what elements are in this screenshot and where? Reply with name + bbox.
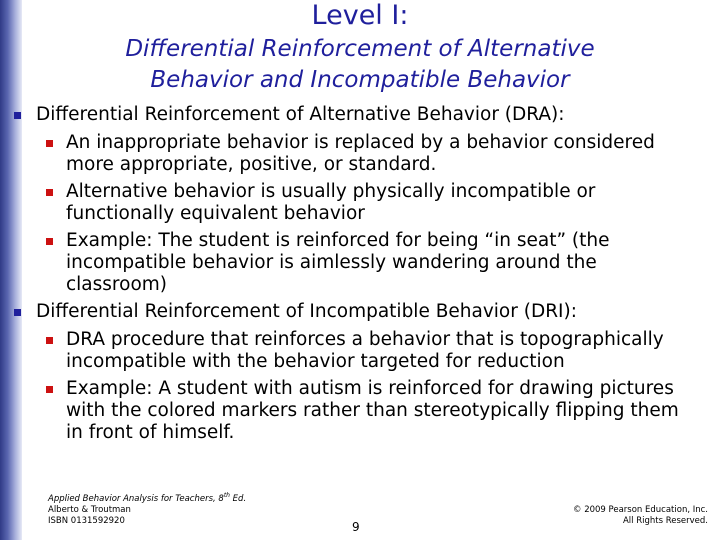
square-bullet-icon	[46, 189, 53, 196]
sub-bullet	[14, 132, 714, 176]
isbn: ISBN 0131592920	[48, 515, 125, 526]
subtitle-line-2: Behavior and Incompatible Behavior	[150, 67, 570, 93]
sub-bullet-line: in front of himself.	[66, 422, 235, 443]
sub-bullet	[14, 378, 714, 444]
bullet-dra	[14, 103, 714, 127]
sub-bullet-line: Alternative behavior is usually physically incompatible or	[66, 181, 596, 202]
sub-bullet-line: incompatible behavior is aimlessly wandering around the	[66, 252, 597, 273]
sub-bullet-line: with the colored markers rather than stereotypically flipping them	[66, 400, 679, 421]
square-bullet-icon	[46, 386, 53, 393]
slide-body	[14, 103, 714, 444]
edition-superscript: th	[223, 492, 230, 499]
sub-bullet	[14, 329, 714, 373]
sub-bullet-line: incompatible with the behavior targeted for reduction	[66, 351, 565, 372]
footer-copyright	[573, 505, 708, 527]
sub-bullet	[14, 181, 714, 225]
sub-bullet-line: classroom)	[66, 274, 168, 295]
square-bullet-icon	[46, 337, 53, 344]
sub-bullet-line: DRA procedure that reinforces a behavior that is topographically	[66, 329, 664, 350]
sub-bullet	[14, 230, 714, 296]
rights-text: All Rights Reserved.	[622, 516, 708, 526]
subtitle-line-1: Differential Reinforcement of Alternative	[125, 36, 595, 62]
bullet-dri	[14, 300, 714, 324]
bullet-list	[14, 103, 714, 444]
sub-bullet-line: more appropriate, positive, or standard.	[66, 154, 437, 175]
bullet-text: Differential Reinforcement of Incompatible Behavior (DRI):	[36, 301, 577, 322]
sub-bullet-line: Example: The student is reinforced for being “in seat” (the	[66, 230, 610, 251]
square-bullet-icon	[14, 309, 21, 316]
bullet-text: Differential Reinforcement of Alternative Behavior (DRA):	[36, 104, 565, 125]
sub-bullet-line: Example: A student with autism is reinforced for drawing pictures	[66, 378, 674, 399]
book-title: Applied Behavior Analysis for Teachers, 8th Ed.	[48, 492, 247, 504]
square-bullet-icon	[46, 140, 53, 147]
square-bullet-icon	[14, 112, 21, 119]
authors: Alberto & Troutman	[48, 504, 131, 515]
copyright-text: © 2009 Pearson Education, Inc.	[573, 505, 708, 515]
page-number: 9	[352, 520, 360, 534]
sub-bullet-line: An inappropriate behavior is replaced by a behavior considered	[66, 132, 655, 153]
footer-citation	[48, 490, 246, 527]
sub-bullet-line: functionally equivalent behavior	[66, 203, 365, 224]
slide-subtitle	[0, 34, 720, 96]
slide-title: Level I:	[311, 0, 409, 31]
square-bullet-icon	[46, 238, 53, 245]
